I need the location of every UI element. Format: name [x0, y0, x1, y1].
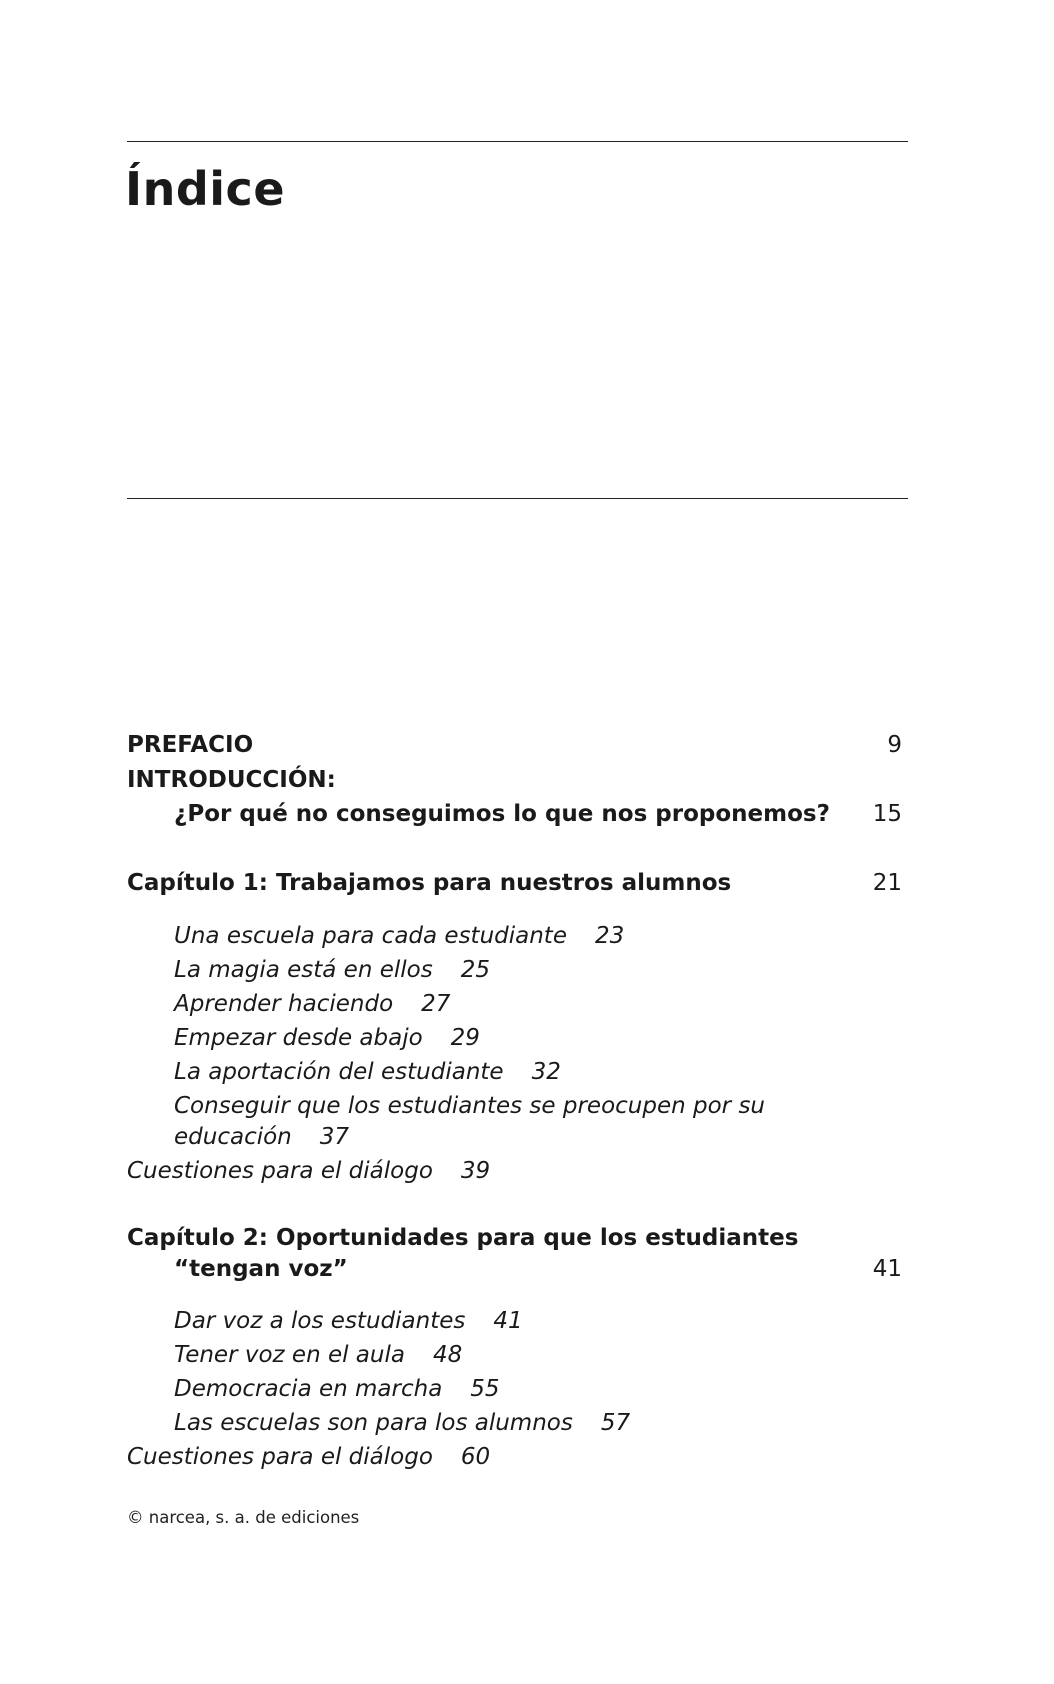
toc-page-number: 15 [872, 801, 902, 827]
questions-title: Cuestiones para el diálogo [127, 1444, 433, 1470]
toc-questions[interactable] [127, 1155, 490, 1187]
section-title-continued: educación [174, 1124, 292, 1150]
toc-page-number: 9 [887, 732, 902, 758]
questions-page-number: 39 [460, 1158, 491, 1184]
toc-entry-introduccion[interactable] [127, 765, 908, 796]
section-title: Una escuela para cada estudiante [174, 923, 567, 949]
chapter-title-continued: “tengan voz” [174, 1256, 348, 1282]
top-rule [127, 141, 908, 142]
toc-section[interactable] [174, 1056, 561, 1088]
questions-title: Cuestiones para el diálogo [127, 1158, 433, 1184]
toc-section[interactable] [174, 988, 450, 1020]
questions-page-number: 60 [460, 1444, 491, 1470]
section-title: Dar voz a los estudiantes [174, 1308, 466, 1334]
section-page-number: 29 [450, 1025, 480, 1051]
section-title: Las escuelas son para los alumnos [174, 1410, 573, 1436]
page-title: Índice [125, 162, 286, 216]
toc-entry-prefacio[interactable] [127, 730, 908, 761]
toc-section[interactable] [174, 1339, 462, 1371]
middle-rule [127, 498, 908, 499]
toc-entry-chapter-2-continuation[interactable] [127, 1254, 908, 1285]
toc-entry-introduccion-subtitle[interactable] [127, 799, 908, 830]
section-page-number: 32 [531, 1059, 561, 1085]
section-page-number: 25 [460, 957, 490, 983]
section-page-number: 23 [594, 923, 625, 949]
section-title: Tener voz en el aula [174, 1342, 405, 1368]
toc-section[interactable] [174, 954, 490, 986]
toc-page-number: 41 [872, 1256, 902, 1282]
toc-entry-chapter-1[interactable] [127, 868, 908, 899]
toc-section[interactable] [174, 1373, 500, 1405]
copyright-footer: © narcea, s. a. de ediciones [127, 1508, 360, 1527]
toc-section[interactable] [174, 920, 624, 952]
section-title: Empezar desde abajo [174, 1025, 423, 1051]
section-page-number: 55 [470, 1376, 500, 1402]
toc-section[interactable] [174, 1090, 765, 1122]
toc-entry-chapter-2[interactable] [127, 1223, 908, 1254]
section-page-number: 37 [319, 1124, 350, 1150]
section-title: Aprender haciendo [174, 991, 394, 1017]
toc-page-number: 21 [872, 870, 902, 896]
section-title: Democracia en marcha [174, 1376, 443, 1402]
toc-section[interactable] [174, 1305, 523, 1337]
toc-section[interactable] [174, 1407, 630, 1439]
section-page-number: 48 [432, 1342, 463, 1368]
section-title: La magia está en ellos [174, 957, 433, 983]
chapter-title: Capítulo 1: Trabajamos para nuestros alumnos [127, 870, 732, 896]
toc-questions[interactable] [127, 1441, 490, 1473]
section-title: Conseguir que los estudiantes se preocupen por su [174, 1093, 766, 1119]
section-page-number: 57 [600, 1410, 631, 1436]
section-page-number: 27 [421, 991, 451, 1017]
section-title: La aportación del estudiante [174, 1059, 504, 1085]
toc-section[interactable] [174, 1022, 480, 1054]
toc-entry-label: PREFACIO [127, 732, 254, 758]
section-page-number: 41 [493, 1308, 523, 1334]
toc-entry-subtitle: ¿Por qué no conseguimos lo que nos proponemos? [174, 801, 830, 827]
chapter-title: Capítulo 2: Oportunidades para que los estudiantes [127, 1225, 799, 1251]
toc-entry-label: INTRODUCCIÓN: [127, 767, 336, 793]
toc-section-continuation[interactable] [174, 1121, 349, 1153]
